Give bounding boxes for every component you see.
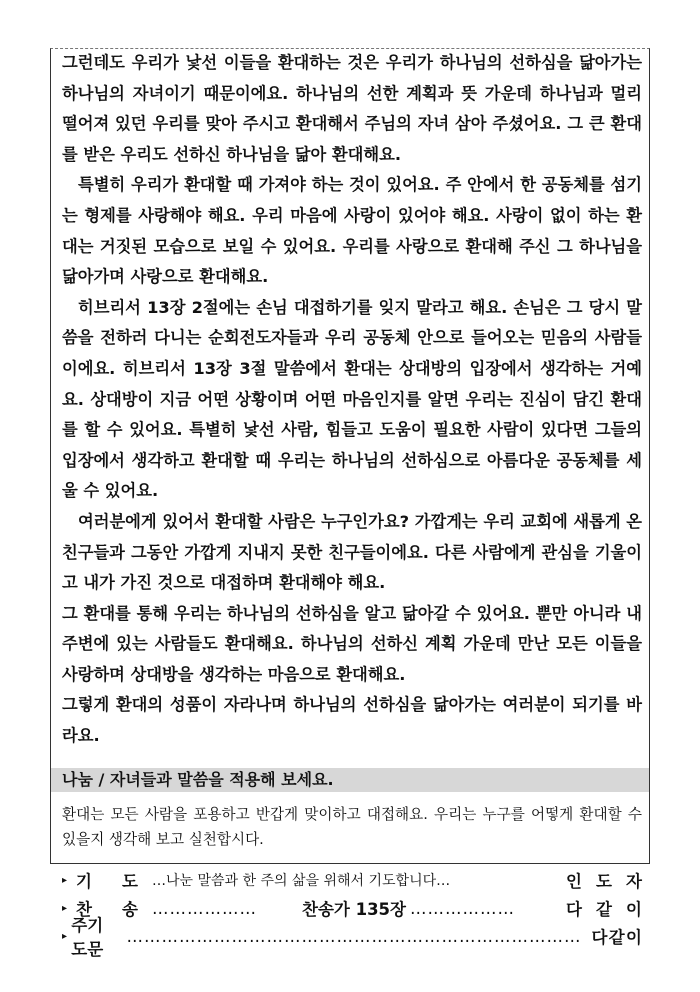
worship-order — [62, 866, 642, 959]
order-label: 주기도문 — [71, 916, 104, 959]
triangle-right-icon: ▸ — [62, 902, 68, 914]
order-leader: 다 같 이 — [566, 900, 642, 919]
hymn-number: 찬송가 135장 — [302, 900, 406, 919]
paragraph-4: 여러분에게 있어서 환대할 사람은 누구인가요? 가깝게는 우리 교회에 새롭게 온 친구들과 그동안 가깝게 지내지 못한 친구들이에요. 다른 사람에게 관심을 기울이고 내가 가진 것으로 대접하며 환대해야 해요. — [62, 511, 642, 593]
paragraph-2: 특별히 우리가 환대할 때 가져야 하는 것이 있어요. 주 안에서 한 공동체를 섬기는 형제를 사랑해야 해요. 우리 마음에 사랑이 있어야 해요. 사랑이 없이 하는 환대는 거짓된 모습으로 보일 수 있어요. 우리를 사랑으로 환대해 주신 그 하나님을 닮아가며 사랑으로 환대해요. — [62, 175, 642, 287]
share-heading: 나눔 / 자녀들과 말씀을 적용해 보세요. — [51, 768, 649, 792]
triangle-right-icon: ▸ — [62, 930, 68, 942]
order-leader: 다 같 이 — [591, 928, 642, 947]
order-description: …나눈 말씀과 한 주의 삶을 위해서 기도합니다… — [152, 873, 451, 889]
paragraph-1: 그런데도 우리가 낯선 이들을 환대하는 것은 우리가 하나님의 선하심을 닮아가는 하나님의 자녀이기 때문이에요. 하나님의 선한 계획과 뜻 가운데 하나님과 멀리 떨어져 있던 우리를 맞아 주시고 환대해서 주님의 자녀 삼아 주셨어요. 그 큰 환대를 받은 우리도 선하신 하나님을 닮아 환대해요. — [62, 53, 642, 164]
triangle-right-icon: ▸ — [62, 874, 68, 886]
paragraph-6: 그렇게 환대의 성품이 자라나며 하나님의 선하심을 닮아가는 여러분이 되기를 바라요. — [62, 695, 642, 746]
order-leader: 인 도 자 — [566, 872, 642, 891]
leader-dots: ……………… — [409, 898, 515, 918]
paragraph-3: 히브리서 13장 2절에는 손님 대접하기를 잊지 말라고 해요. 손님은 그 당시 말씀을 전하러 다니는 순회전도자들과 우리 공동체 안으로 들어오는 믿음의 사람들이에요. 히브리서 13장 3절 말씀에서 환대는 상대방의 입장에서 생각하는 거예요. 상대방이 지금 어떤 상황이며 어떤 마음인지를 알면 우리는 진심이 담긴 환대를 할 수 있어요. 특별히 낯선 사람, 힘들고 도움이 필요한 사람이 있다면 그들의 입장에서 생각하고 환대할 때 우리는 하나님의 선하심으로 아름다운 공동체를 세울 수 있어요. — [62, 297, 642, 501]
leader-dots: …………………………………………………………………… — [126, 926, 582, 946]
sermon-body — [62, 48, 642, 752]
paragraph-5: 그 환대를 통해 우리는 하나님의 선하심을 알고 닮아갈 수 있어요. 뿐만 아니라 내 주변에 있는 사람들도 환대해요. 하나님의 선하신 계획 가운데 만난 모든 이들을 사랑하며 상대방을 생각하는 마음으로 환대해요. — [62, 603, 642, 684]
order-row-lords-prayer — [62, 916, 642, 959]
order-row-prayer — [62, 866, 642, 894]
order-label: 찬 송 — [76, 900, 138, 919]
leader-dots: ……………… — [152, 898, 257, 918]
order-label: 기 도 — [76, 872, 138, 891]
order-row-hymn — [62, 894, 642, 922]
share-text: 환대는 모든 사람을 포용하고 반갑게 맞이하고 대접해요. 우리는 누구를 어떻게 환대할 수 있을지 생각해 보고 실천합시다. — [62, 806, 642, 848]
